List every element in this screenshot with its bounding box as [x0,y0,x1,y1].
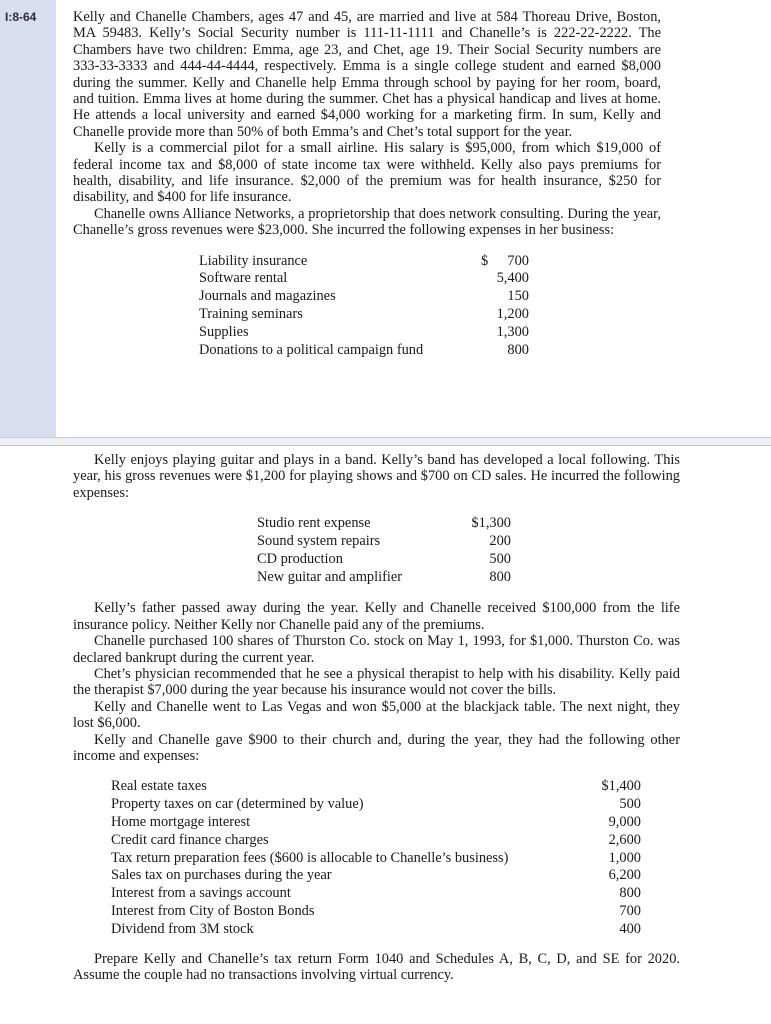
table-row [257,551,511,569]
expense-amount: 1,200 [496,306,529,323]
table-row [111,778,641,796]
expense-amount: 1,300 [496,323,529,340]
item-label: Tax return preparation fees ($600 is allocable to Chanelle’s business) [111,849,509,866]
table-row [111,903,641,921]
table-row [199,253,529,271]
table-row [199,288,529,306]
expense-amount: $ 700 [481,252,529,269]
paragraph-chanelle-business: Chanelle owns Alliance Networks, a proprietorship that does network consulting. During the year, Chanelle’s gross revenues were $23,000. She incurred the following expenses in her business: [73,205,661,239]
table-row [199,324,529,342]
paragraph-stock: Chanelle purchased 100 shares of Thurston Co. stock on May 1, 1993, for $1,000. Thurston Co. was declared bankrupt during the current year. [73,633,680,666]
item-label: Interest from a savings account [111,885,291,902]
band-expenses-table [257,515,511,586]
table-row [111,885,641,903]
paragraph-gambling: Kelly and Chanelle went to Las Vegas and won $5,000 at the blackjack table. The next night, they lost $6,000. [73,698,680,732]
item-label: Home mortgage interest [111,814,251,831]
table-row [111,832,641,850]
table-row [111,867,641,885]
item-amount: $1,400 [601,778,641,795]
problem-number: I:8-64 [5,10,37,24]
expense-label: Donations to a political campaign fund [199,341,424,358]
paragraph-church: Kelly and Chanelle gave $900 to their church and, during the year, they had the following other income and expenses: [73,731,680,765]
expense-label: Studio rent expense [257,515,371,532]
item-amount: 400 [619,920,641,937]
paragraph-instructions: Prepare Kelly and Chanelle’s tax return Form 1040 and Schedules A, B, C, D, and SE for 2020. Assume the couple had no transactions involving virtual currency. [73,950,680,984]
item-amount: 6,200 [608,867,641,884]
dollar-sign: $ [481,252,489,269]
expense-label: Journals and magazines [199,288,336,305]
table-row [257,515,511,533]
item-label: Interest from City of Boston Bonds [111,903,315,920]
paragraph-kelly-salary: Kelly is a commercial pilot for a small airline. His salary is $95,000, from which $19,000 of federal income tax and $8,000 of state income tax were withheld. Kelly also pays premiums for health, disability, and life insurance. $2,000 of the premium was for health insurance, $250 for disability, and $400 for life insurance. [73,140,661,206]
problem-sidebar [0,0,56,437]
other-income-expenses-table [111,778,641,938]
item-amount: 800 [619,885,641,902]
expense-label: Sound system repairs [257,533,381,550]
item-label: Property taxes on car (determined by value) [111,796,364,813]
expense-amount: 800 [507,341,529,358]
item-amount: 9,000 [608,814,641,831]
table-row [199,342,529,360]
business-expenses-table [199,253,529,360]
expense-label: CD production [257,550,343,567]
table-row [111,796,641,814]
expense-label: New guitar and amplifier [257,568,403,585]
item-amount: 2,600 [608,831,641,848]
table-row [257,569,511,587]
expense-amount: $1,300 [471,515,511,532]
page-bottom-panel [0,444,771,1024]
expense-label: Supplies [199,323,249,340]
expense-amount: 150 [507,288,529,305]
item-label: Sales tax on purchases during the year [111,867,332,884]
table-row [111,850,641,868]
item-label: Dividend from 3M stock [111,920,254,937]
item-amount: 700 [619,903,641,920]
expense-amount: 5,400 [496,270,529,287]
table-row [111,921,641,939]
expense-amount: 200 [489,533,511,550]
paragraph-family: Kelly and Chanelle Chambers, ages 47 and 45, are married and live at 584 Thoreau Drive, Boston, MA 59483. Kelly’s Social Security number is 111-11-1111 and Chanelle’s is 222-22-2222. The Chambers have two children: Emma, age 23, and Chet, age 19. Their Social Security numbers are 333-33-3333 and 444-44-4444, respectively. Emma is a single college student and earned $8,000 during the summer. Kelly and Chanelle help Emma through school by paying for her room, board, and tuition. Emma lives at home during the summer. Chet has a physical handicap and lives at home. He attends a local university and earned $4,000 working for a marketing firm. In sum, Kelly and Chanelle provide more than 50% of both Emma’s and Chet’s total support for the year. [73,9,661,140]
page-top-panel [0,0,771,437]
problem-text-top [73,9,661,359]
table-row [111,814,641,832]
expense-amount: 800 [489,568,511,585]
table-row [257,533,511,551]
expense-label: Software rental [199,270,288,287]
paragraph-life-insurance: Kelly’s father passed away during the year. Kelly and Chanelle received $100,000 from the life insurance policy. Neither Kelly nor Chanelle paid any of the premiums. [73,600,680,633]
table-row [199,306,529,324]
problem-text-bottom [73,452,680,983]
expense-label: Training seminars [199,306,303,323]
expense-label: Liability insurance [199,252,308,269]
item-amount: 1,000 [608,849,641,866]
item-amount: 500 [619,796,641,813]
item-label: Real estate taxes [111,778,207,795]
expense-amount: 500 [489,550,511,567]
item-label: Credit card finance charges [111,831,269,848]
table-row [199,270,529,288]
paragraph-therapist: Chet’s physician recommended that he see a physical therapist to help with his disability. Kelly paid the therapist $7,000 during the year because his insurance would not cover the bills. [73,666,680,699]
paragraph-band: Kelly enjoys playing guitar and plays in a band. Kelly’s band has developed a local following. This year, his gross revenues were $1,200 for playing shows and $700 on CD sales. He incurred the following expenses: [73,452,680,501]
